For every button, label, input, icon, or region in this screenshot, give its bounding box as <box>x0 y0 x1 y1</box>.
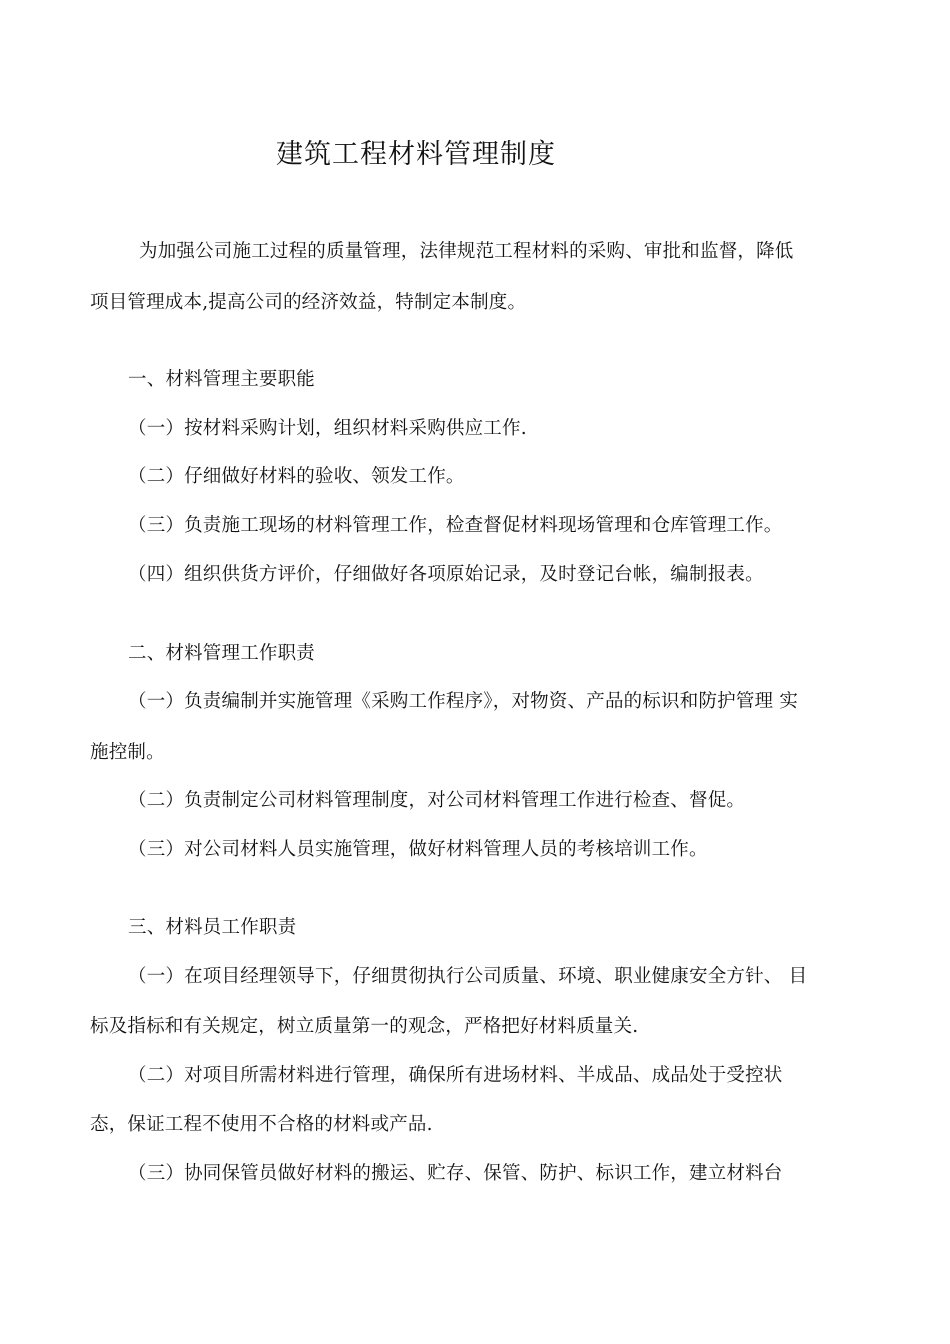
section-line: （二）仔细做好材料的验收、领发工作。 <box>128 466 465 487</box>
section-heading: 一、材料管理主要职能 <box>128 369 316 390</box>
section-line: （一）在项目经理领导下，仔细贯彻执行公司质量、环境、职业健康安全方针、 目 <box>128 966 808 987</box>
section-line: 标及指标和有关规定，树立质量第一的观念，严格把好材料质量关. <box>90 1016 639 1037</box>
intro-line: 项目管理成本,提高公司的经济效益，特制定本制度。 <box>90 292 527 313</box>
section-line: （二）对项目所需材料进行管理，确保所有进场材料、半成品、成品处于受控状 <box>128 1065 783 1086</box>
section-line: 施控制。 <box>90 742 165 763</box>
section-heading: 三、材料员工作职责 <box>128 917 297 938</box>
section-heading: 二、材料管理工作职责 <box>128 643 316 664</box>
section-line: 态，保证工程不使用不合格的材料或产品. <box>90 1114 433 1135</box>
section-line: （三）负责施工现场的材料管理工作，检查督促材料现场管理和仓库管理工作。 <box>128 515 783 536</box>
section-line: （二）负责制定公司材料管理制度，对公司材料管理工作进行检查、督促。 <box>128 790 746 811</box>
section-line: （四）组织供货方评价，仔细做好各项原始记录，及时登记台帐，编制报表。 <box>128 564 764 585</box>
section-line: （一）负责编制并实施管理《采购工作程序》，对物资、产品的标识和防护管理 实 <box>128 691 799 712</box>
section-line: （三）协同保管员做好材料的搬运、贮存、保管、防护、标识工作，建立材料台 <box>128 1163 783 1184</box>
intro-line: 为加强公司施工过程的质量管理，法律规范工程材料的采购、审批和监督，降低 <box>139 241 794 262</box>
section-line: （三）对公司材料人员实施管理，做好材料管理人员的考核培训工作。 <box>128 839 708 860</box>
document-title: 建筑工程材料管理制度 <box>276 139 556 170</box>
section-line: （一）按材料采购计划，组织材料采购供应工作. <box>128 418 527 439</box>
